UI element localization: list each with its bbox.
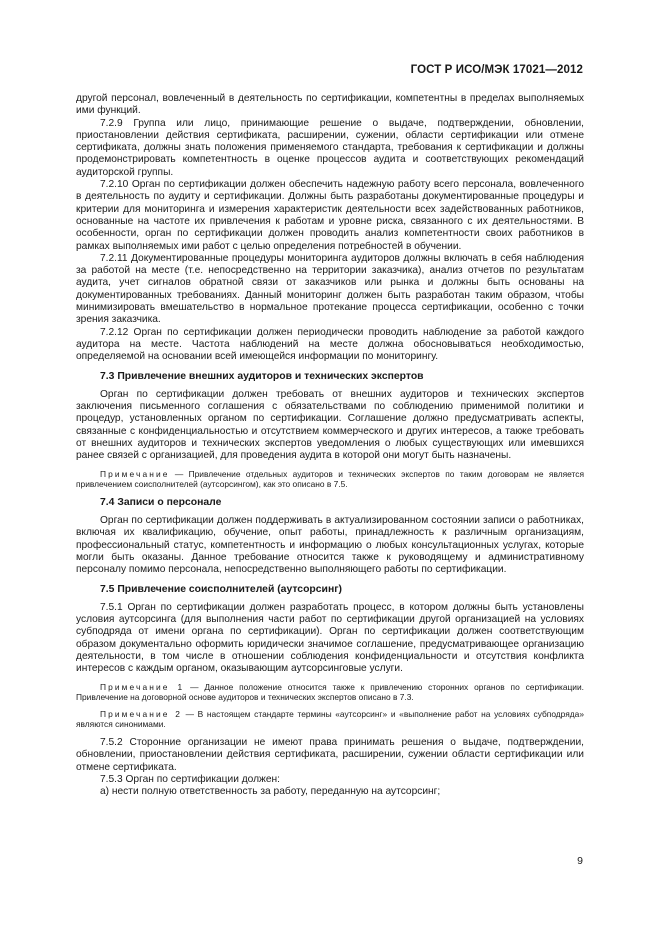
clause-7-5-3: 7.5.3 Орган по сертификации должен: bbox=[100, 773, 280, 785]
clause-7-2-12: 7.2.12 Орган по сертификации должен периодически проводить наблюдение за работой каждого аудитора на месте. Частота наблюдений на месте должна обосновываться необходимостью, определяемой на основании всей имеющейся информации по мониторингу. bbox=[76, 326, 584, 363]
note-7-3 bbox=[76, 469, 584, 490]
note-text: — В настоящем стандарте термины «аутсорсинг» и «выполнение работ на условиях субподряда» являются синонимами. bbox=[76, 708, 584, 730]
page-number: 9 bbox=[577, 855, 583, 867]
note-label: Примечание bbox=[100, 468, 170, 479]
clause-7-2-9: 7.2.9 Группа или лицо, принимающие решение о выдаче, подтверждении, обновлении, приостановлении действия сертификата, расширении, сужении, области сертификации или отмене сертификата, должны знать положения применяемого стандарта, требования к сертификации и должны продемонстрировать компетентность в оценке процессов аудита и соответствующих рекомендаций аудиторской группы. bbox=[76, 117, 584, 178]
clause-7-5-2: 7.5.2 Сторонние организации не имеют права принимать решения о выдаче, подтверждении, обновлении, приостановлении действия сертификата, расширении, сужении области сертификации или отмене сертификата. bbox=[76, 737, 584, 773]
note-text: — Привлечение отдельных аудиторов и технических экспертов по таким договорам не является привлечением соисполнителей (аутсорсингом), как это описано в 7.5. bbox=[76, 468, 584, 490]
document-header: ГОСТ Р ИСО/МЭК 17021—2012 bbox=[410, 64, 583, 76]
section-heading-7-5: 7.5 Привлечение соисполнителей (аутсорсинг) bbox=[100, 583, 343, 595]
list-item-a: а) нести полную ответственность за работу, переданную на аутсорсинг; bbox=[100, 786, 441, 798]
clause-7-2-10: 7.2.10 Орган по сертификации должен обеспечить надежную работу всего персонала, вовлеченного в деятельность по аудиту и сертификации. Должны быть разработаны документированные процедуры и критерии для мониторинга и измерения характеристик деятельности всех задействованных работников, основанные на частоте их привлечения к работам и уровне риска, связанного с их деятельностями. В особенности, орган по сертификации должен проводить анализ компетентности своих работников в рамках выполняемых ими работ с целью определения потребностей в обучении. bbox=[76, 179, 584, 252]
section-heading-7-3: 7.3 Привлечение внешних аудиторов и технических экспертов bbox=[100, 370, 424, 382]
note-7-5-1-1 bbox=[76, 682, 584, 703]
document-body bbox=[76, 93, 584, 799]
section-heading-7-4: 7.4 Записи о персонале bbox=[100, 496, 222, 508]
note-label: Примечание 2 bbox=[100, 708, 182, 719]
clause-7-5-1: 7.5.1 Орган по сертификации должен разработать процесс, в котором должны быть установлены условия аутсорсинга (для выполнения части работ по сертификации другой организацией на условиях субподряда от имени органа по сертификации). Орган по сертификации должен соответствующим образом документально оформить юридически значимое соглашение, предусматривающее организацию деятельности, в том числе в отношении соблюдения конфиденциальности и отсутствия конфликта интересов с каждым органом, оказывающим аутсорсинговые услуги. bbox=[76, 601, 584, 675]
note-label: Примечание 1 bbox=[100, 681, 185, 692]
paragraph-intro: другой персонал, вовлеченный в деятельность по сертификации, компетентны в пределах выполняемых ими функций. bbox=[76, 93, 584, 117]
clause-7-2-11: 7.2.11 Документированные процедуры мониторинга аудиторов должны включать в себя наблюдения за работой на месте (т.е. непосредственно на территории заказчика), анализ отчетов по результатам аудита, учет сигналов обратной связи от заказчиков или рынка и должны быть основаны на документированных требованиях. Данный мониторинг должен быть разработан таким образом, чтобы минимизировать вмешательство в нормальное протекание процесса сертификации, особенно с точки зрения заказчика. bbox=[76, 252, 584, 326]
note-text: — Данное положение относится также к привлечению сторонних органов по сертификации. Привлечение на договорной основе аудиторов и технических экспертов описано в 7.3. bbox=[76, 681, 584, 703]
note-7-5-1-2 bbox=[76, 709, 584, 730]
section-7-3-body: Орган по сертификации должен требовать от внешних аудиторов и технических экспертов заключения письменного соглашения с обязательствами по соблюдению применимой политики и процедур, установленных органом по сертификации. Соглашение должно предусматривать аспекты, связанные с конфиденциальностью и отсутствием коммерческого и других интересов, а также требовать от внешних аудиторов и технических экспертов уведомления о любых существующих или имевшихся ранее связей с организацией, для проведения аудита в которой они могут быть назначены. bbox=[76, 388, 584, 462]
section-7-4-body: Орган по сертификации должен поддерживать в актуализированном состоянии записи о работниках, включая их квалификацию, обучение, опыт работы, принадлежность к различным организациям, профессиональный статус, компетентность и информацию о любых консультационных услугах, которые могли быть оказаны. Данное требование относится также к руководящему и административному персоналу помимо персонала, непосредственно выполняющего работы по сертификации. bbox=[76, 515, 584, 576]
